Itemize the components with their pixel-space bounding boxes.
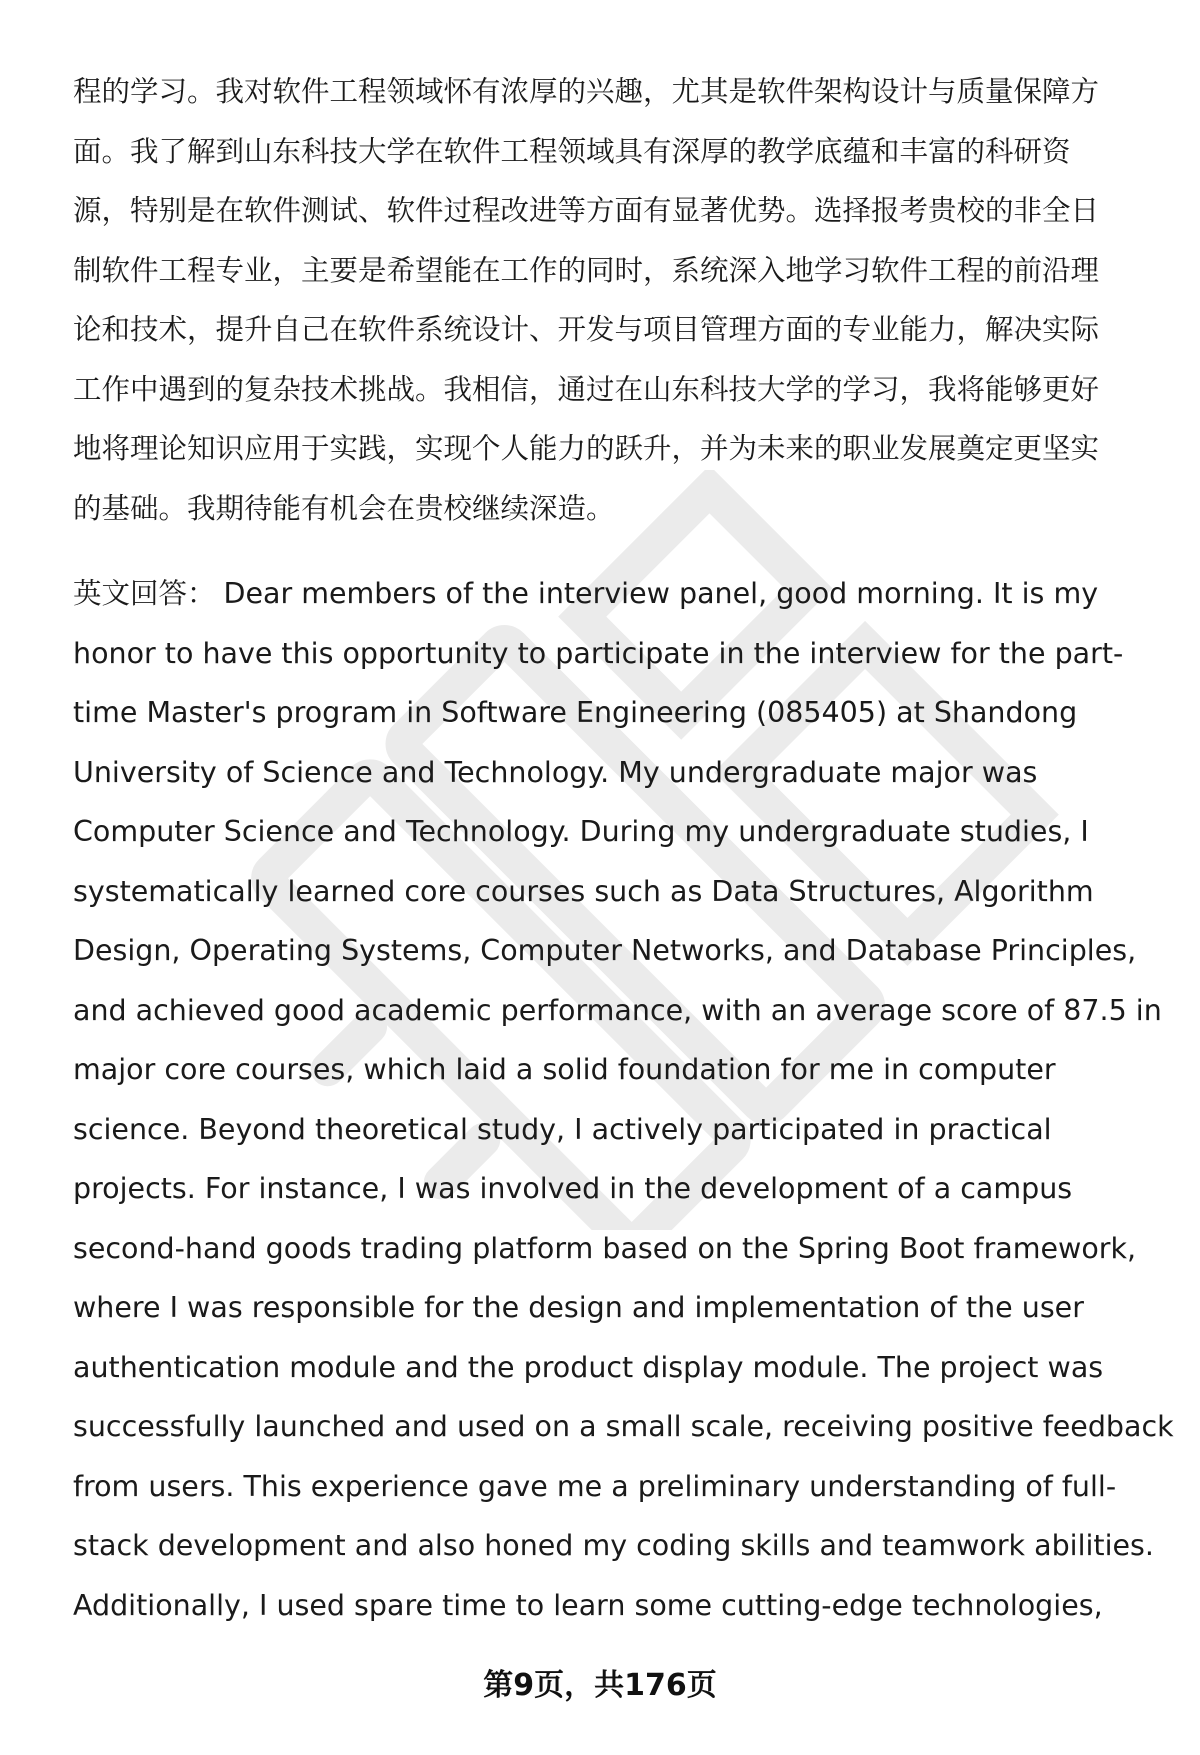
en-line: successfully launched and used on a small scale, receiving positive feedback [73,1410,1174,1443]
en-line: stack development and also honed my coding skills and teamwork abilities. [73,1529,1154,1562]
cn-line: 论和技术，提升自己在软件系统设计、开发与项目管理方面的专业能力，解决实际 [73,313,1100,346]
en-line: Design, Operating Systems, Computer Networks, and Database Principles, [73,934,1137,967]
en-line: Computer Science and Technology. During my undergraduate studies, I [73,815,1089,848]
en-line: systematically learned core courses such as Data Structures, Algorithm [73,874,1094,908]
cn-line: 的基础。我期待能有机会在贵校继续深造。 [73,491,615,525]
en-first-line [73,564,1153,624]
cn-line: 源，特别是在软件测试、软件过程改进等方面有显著优势。选择报考贵校的非全日 [73,194,1100,227]
cn-line: 面。我了解到山东科技大学在软件工程领域具有深厚的教学底蕴和丰富的科研资 [73,134,1071,168]
en-line: from users. This experience gave me a preliminary understanding of full- [73,1469,1117,1503]
en-line: Additionally, I used spare time to learn some cutting-edge technologies, [73,1588,1103,1622]
en-line: and achieved good academic performance, with an average score of 87.5 in [73,993,1162,1027]
en-line: projects. For instance, I was involved in the development of a campus [73,1172,1073,1205]
cn-line: 工作中遇到的复杂技术挑战。我相信，通过在山东科技大学的学习，我将能够更好 [73,372,1100,406]
cn-line: 程的学习。我对软件工程领域怀有浓厚的兴趣，尤其是软件架构设计与质量保障方 [73,75,1100,108]
en-line: honor to have this opportunity to participate in the interview for the part- [73,636,1124,670]
cn-line: 地将理论知识应用于实践，实现个人能力的跃升，并为未来的职业发展奠定更坚实 [73,432,1100,465]
english-answer-label: 英文回答： [73,577,216,610]
en-line: science. Beyond theoretical study, I actively participated in practical [73,1112,1052,1146]
page-number-footer: 第9页，共176页 [483,1668,717,1703]
en-line: University of Science and Technology. My undergraduate major was [73,755,1038,789]
document-body [73,62,1174,1635]
en-line: Dear members of the interview panel, good morning. It is my [223,577,1099,610]
paragraph-gap [73,538,1153,564]
en-line: authentication module and the product display module. The project was [73,1350,1104,1384]
en-line: second-hand goods trading platform based on the Spring Boot framework, [73,1231,1137,1265]
en-line: where I was responsible for the design and implementation of the user [73,1291,1084,1324]
cn-line: 制软件工程专业，主要是希望能在工作的同时，系统深入地学习软件工程的前沿理 [73,253,1100,287]
en-line: time Master's program in Software Engineering (085405) at Shandong [73,696,1078,729]
en-line: major core courses, which laid a solid foundation for me in computer [73,1053,1056,1086]
